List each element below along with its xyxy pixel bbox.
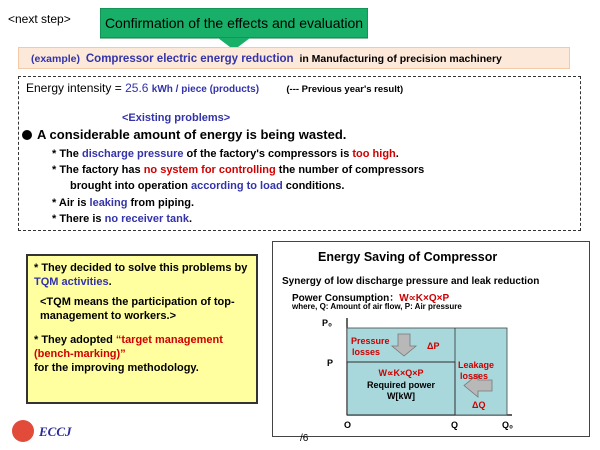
- p4-text-a: * There is: [52, 213, 102, 225]
- delta-q-label: ΔQ: [472, 400, 486, 410]
- solution-target-mgmt: “target management (bench-marking)”: [34, 334, 223, 360]
- solution-line-3: [34, 333, 250, 375]
- p2-text-a: * The factory has: [52, 164, 141, 176]
- p3-text-a: * Air is: [52, 197, 87, 209]
- problem-4: [52, 213, 192, 225]
- delta-p-label: ΔP: [427, 341, 440, 351]
- banner-title: Confirmation of the effects and evaluation: [104, 15, 364, 31]
- power-consumption-label: Power Consumption：: [292, 293, 400, 304]
- p2b-text-a: brought into operation: [70, 180, 188, 192]
- p2b-text-c: conditions.: [285, 180, 345, 192]
- p-label: P: [327, 358, 334, 368]
- intensity-note: (--- Previous year's result): [286, 84, 404, 95]
- power-graph: [272, 310, 590, 437]
- required-power-label: Required power: [366, 380, 436, 390]
- p2-text-c: the number of compressors: [278, 164, 425, 176]
- pressure-losses-line1: Pressure: [351, 336, 390, 346]
- solution-l1-text: * They decided to solve this problems by: [34, 262, 248, 274]
- p2-red: no system for controlling: [143, 164, 276, 176]
- bullet-dot-icon: [22, 130, 32, 140]
- p3-highlight: leaking: [89, 197, 128, 209]
- eccj-logo-mark-icon: [12, 420, 34, 442]
- diagram-where-note: where, Q: Amount of air flow, P: Air pressure: [292, 302, 462, 311]
- intensity-equals: =: [114, 81, 122, 95]
- page-number: /6: [300, 433, 309, 444]
- leakage-losses-line2: losses: [460, 371, 489, 381]
- p4-highlight: no receiver tank: [104, 213, 189, 225]
- solution-l3-tail: for the improving methodology.: [34, 362, 199, 374]
- problem-2-continued: [70, 180, 344, 192]
- solution-line-1: [34, 261, 250, 289]
- power-formula: W∝K×Q×P: [399, 293, 450, 304]
- problem-1: [52, 148, 399, 160]
- solution-l1-period: .: [108, 276, 112, 288]
- main-problem: [22, 127, 346, 142]
- pressure-losses-line2: losses: [352, 347, 381, 357]
- q0-label: Q₀: [502, 420, 514, 430]
- example-prefix: (example): [31, 53, 81, 65]
- energy-intensity-line: [26, 81, 403, 95]
- next-step-label: <next step>: [8, 12, 71, 26]
- p1-text-c: of the factory's compressors is: [186, 148, 350, 160]
- p2b-highlight: according to load: [191, 180, 283, 192]
- example-suffix: in Manufacturing of precision machinery: [299, 53, 502, 65]
- p1-text-a: * The: [52, 148, 79, 160]
- intensity-value: 25.6: [125, 81, 149, 95]
- q-label: Q: [451, 420, 459, 430]
- p1-period: .: [395, 148, 399, 160]
- diagram-subtitle: Synergy of low discharge pressure and leak reduction: [282, 276, 540, 287]
- p1-red: too high: [352, 148, 396, 160]
- solution-tqm: TQM activities: [34, 276, 109, 288]
- solution-line-2: <TQM means the participation of top-management to workers.>: [40, 296, 235, 322]
- banner: [100, 8, 368, 38]
- example-topic: Compressor electric energy reduction: [85, 53, 294, 65]
- p1-highlight: discharge pressure: [81, 148, 184, 160]
- example-box: [18, 47, 570, 69]
- required-power-unit: W[kW]: [387, 391, 415, 401]
- solution-box: [26, 254, 258, 404]
- p4-period: .: [188, 213, 193, 225]
- intensity-unit: kWh / piece (products): [151, 84, 260, 95]
- p3-text-c: from piping.: [130, 197, 195, 209]
- main-problem-text: A considerable amount of energy is being wasted.: [37, 127, 347, 142]
- intensity-label: Energy intensity: [26, 81, 112, 95]
- diagram-title: Energy Saving of Compressor: [318, 250, 498, 264]
- problem-2: [52, 164, 424, 176]
- origin-label: O: [344, 420, 352, 430]
- required-power-formula: W∝K×Q×P: [378, 368, 424, 378]
- existing-problems-heading: <Existing problems>: [122, 112, 231, 124]
- leakage-losses-line1: Leakage: [458, 360, 495, 370]
- p0-label: P₀: [322, 318, 333, 328]
- problem-3: [52, 197, 194, 209]
- solution-l3-text: * They adopted: [34, 334, 113, 346]
- eccj-logo-text: ECCJ: [39, 424, 72, 439]
